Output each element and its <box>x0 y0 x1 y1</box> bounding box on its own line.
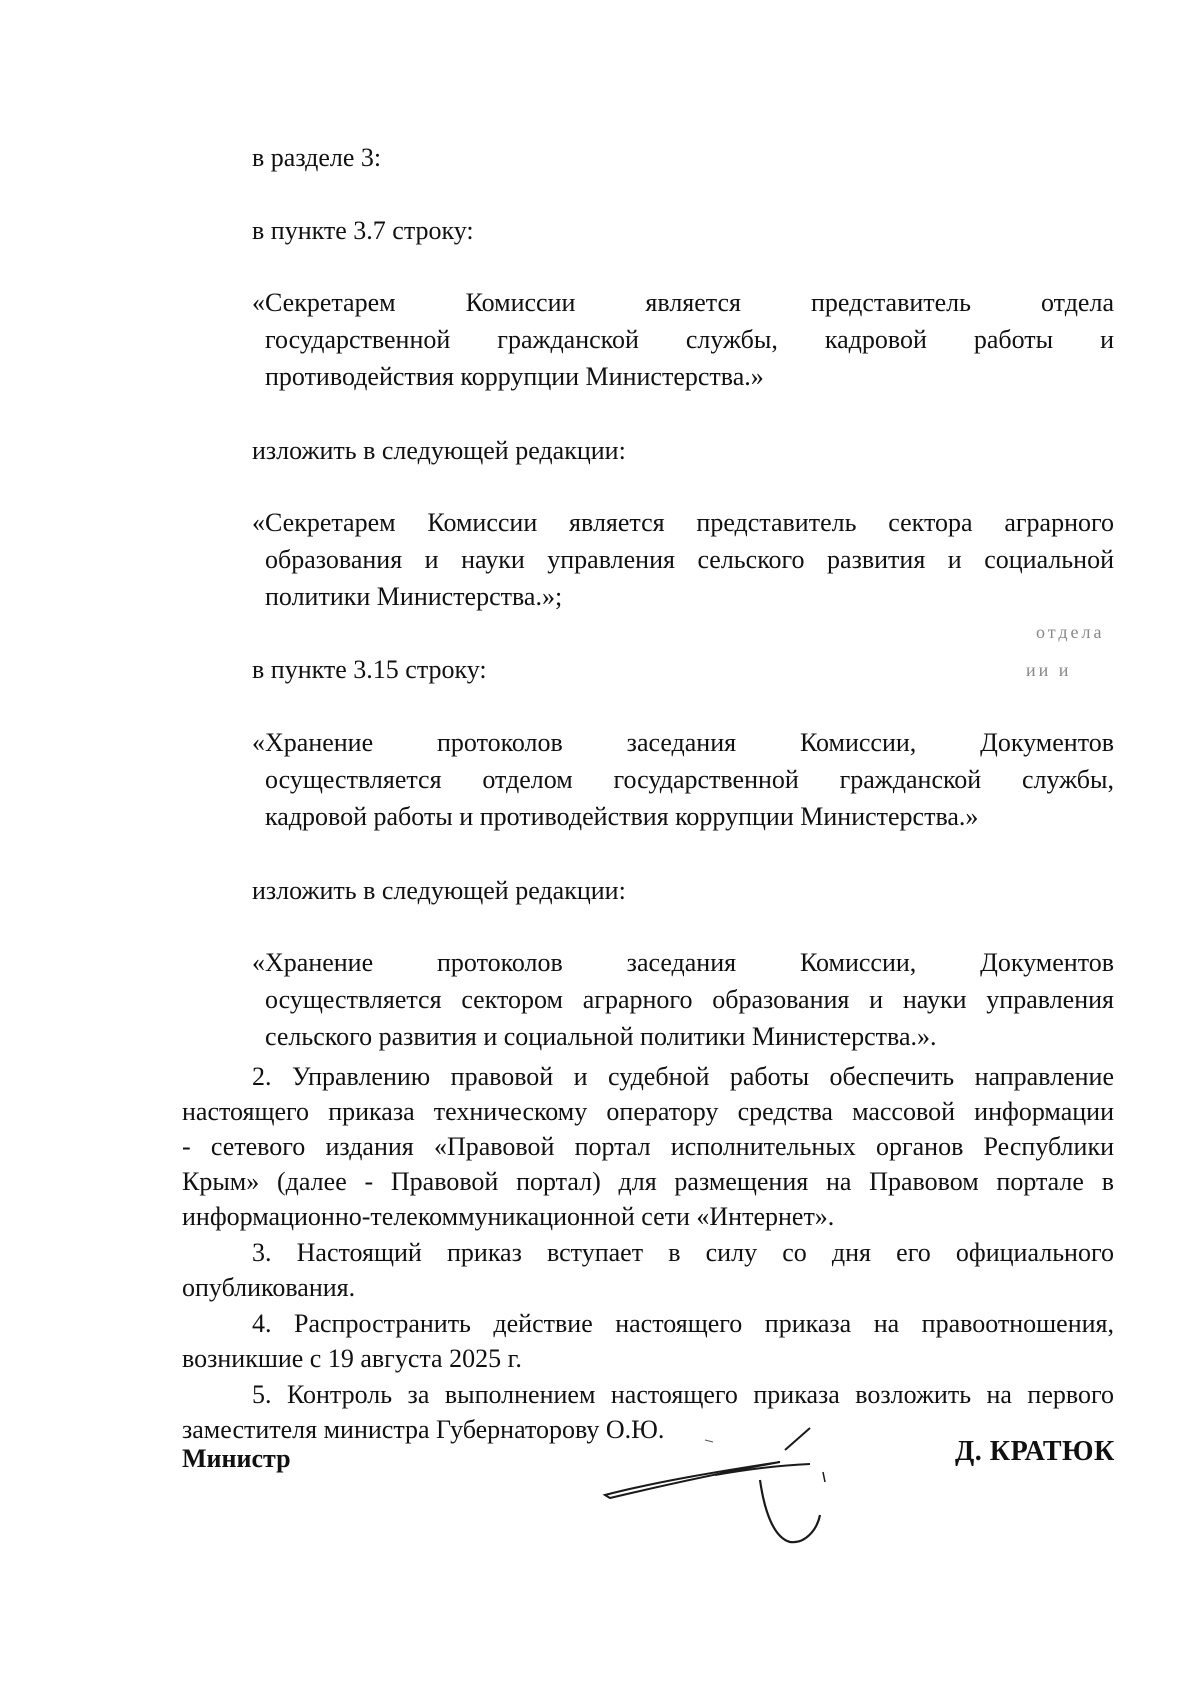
stamp-bleed-text: ии и <box>1026 660 1072 680</box>
item-5-line-1: 5. Контроль за выполнением настоящего приказа возложить на первого <box>252 1380 1114 1409</box>
item-2-line-3: - сетевого издания «Правовой портал исполнительных органов Республики <box>182 1132 1114 1161</box>
point-3-7-old-line-3: противодействия коррупции Министерства.» <box>265 362 764 391</box>
item-2-line-2: настоящего приказа техническому оператору средства массовой информации <box>182 1097 1114 1126</box>
item-2-line-4: Крым» (далее - Правовой портал) для размещения на Правовом портале в <box>182 1167 1114 1196</box>
point-3-15-old-line-2: осуществляется отделом государственной гражданской службы, <box>265 765 1114 794</box>
point-3-7-set: изложить в следующей редакции: <box>252 436 626 465</box>
minister-name: Д. КРАТЮК <box>955 1436 1115 1467</box>
minister-title: Министр <box>182 1444 291 1473</box>
section-3-intro: в разделе 3: <box>252 143 382 172</box>
point-3-7-new-line-2: образования и науки управления сельского развития и социальной <box>265 545 1114 574</box>
item-5-line-2: заместителя министра Губернаторову О.Ю. <box>182 1415 665 1444</box>
item-3-line-2: опубликования. <box>182 1273 356 1302</box>
point-3-15-new-line-2: осуществляется сектором аграрного образования и науки управления <box>265 985 1114 1014</box>
point-3-7-intro: в пункте 3.7 строку: <box>252 216 474 245</box>
item-2-line-1: 2. Управлению правовой и судебной работы обеспечить направление <box>252 1062 1114 1091</box>
point-3-15-new-line-3: сельского развития и социальной политики Министерства.». <box>265 1022 937 1051</box>
point-3-7-old-line-1: «Секретарем Комиссии является представитель отдела <box>252 288 1114 317</box>
stamp-bleed-text: отдела <box>1036 622 1105 642</box>
signature-image <box>595 1420 845 1550</box>
point-3-15-set: изложить в следующей редакции: <box>252 876 626 905</box>
item-2-line-5: информационно-телекоммуникационной сети «Интернет». <box>182 1202 835 1231</box>
point-3-7-new-line-1: «Секретарем Комиссии является представитель сектора аграрного <box>252 508 1114 537</box>
item-3-line-1: 3. Настоящий приказ вступает в силу со дня его официального <box>252 1238 1114 1267</box>
point-3-7-old-line-2: государственной гражданской службы, кадровой работы и <box>265 325 1114 354</box>
point-3-15-old-line-1: «Хранение протоколов заседания Комиссии, Документов <box>252 728 1114 757</box>
point-3-15-old-line-3: кадровой работы и противодействия коррупции Министерства.» <box>265 802 979 831</box>
point-3-15-new-line-1: «Хранение протоколов заседания Комиссии, Документов <box>252 948 1114 977</box>
point-3-15-intro: в пункте 3.15 строку: <box>252 655 487 684</box>
point-3-7-new-line-3: политики Министерства.»; <box>265 582 563 611</box>
item-4-line-2: возникшие с 19 августа 2025 г. <box>182 1344 522 1373</box>
item-4-line-1: 4. Распространить действие настоящего приказа на правоотношения, <box>252 1309 1114 1338</box>
